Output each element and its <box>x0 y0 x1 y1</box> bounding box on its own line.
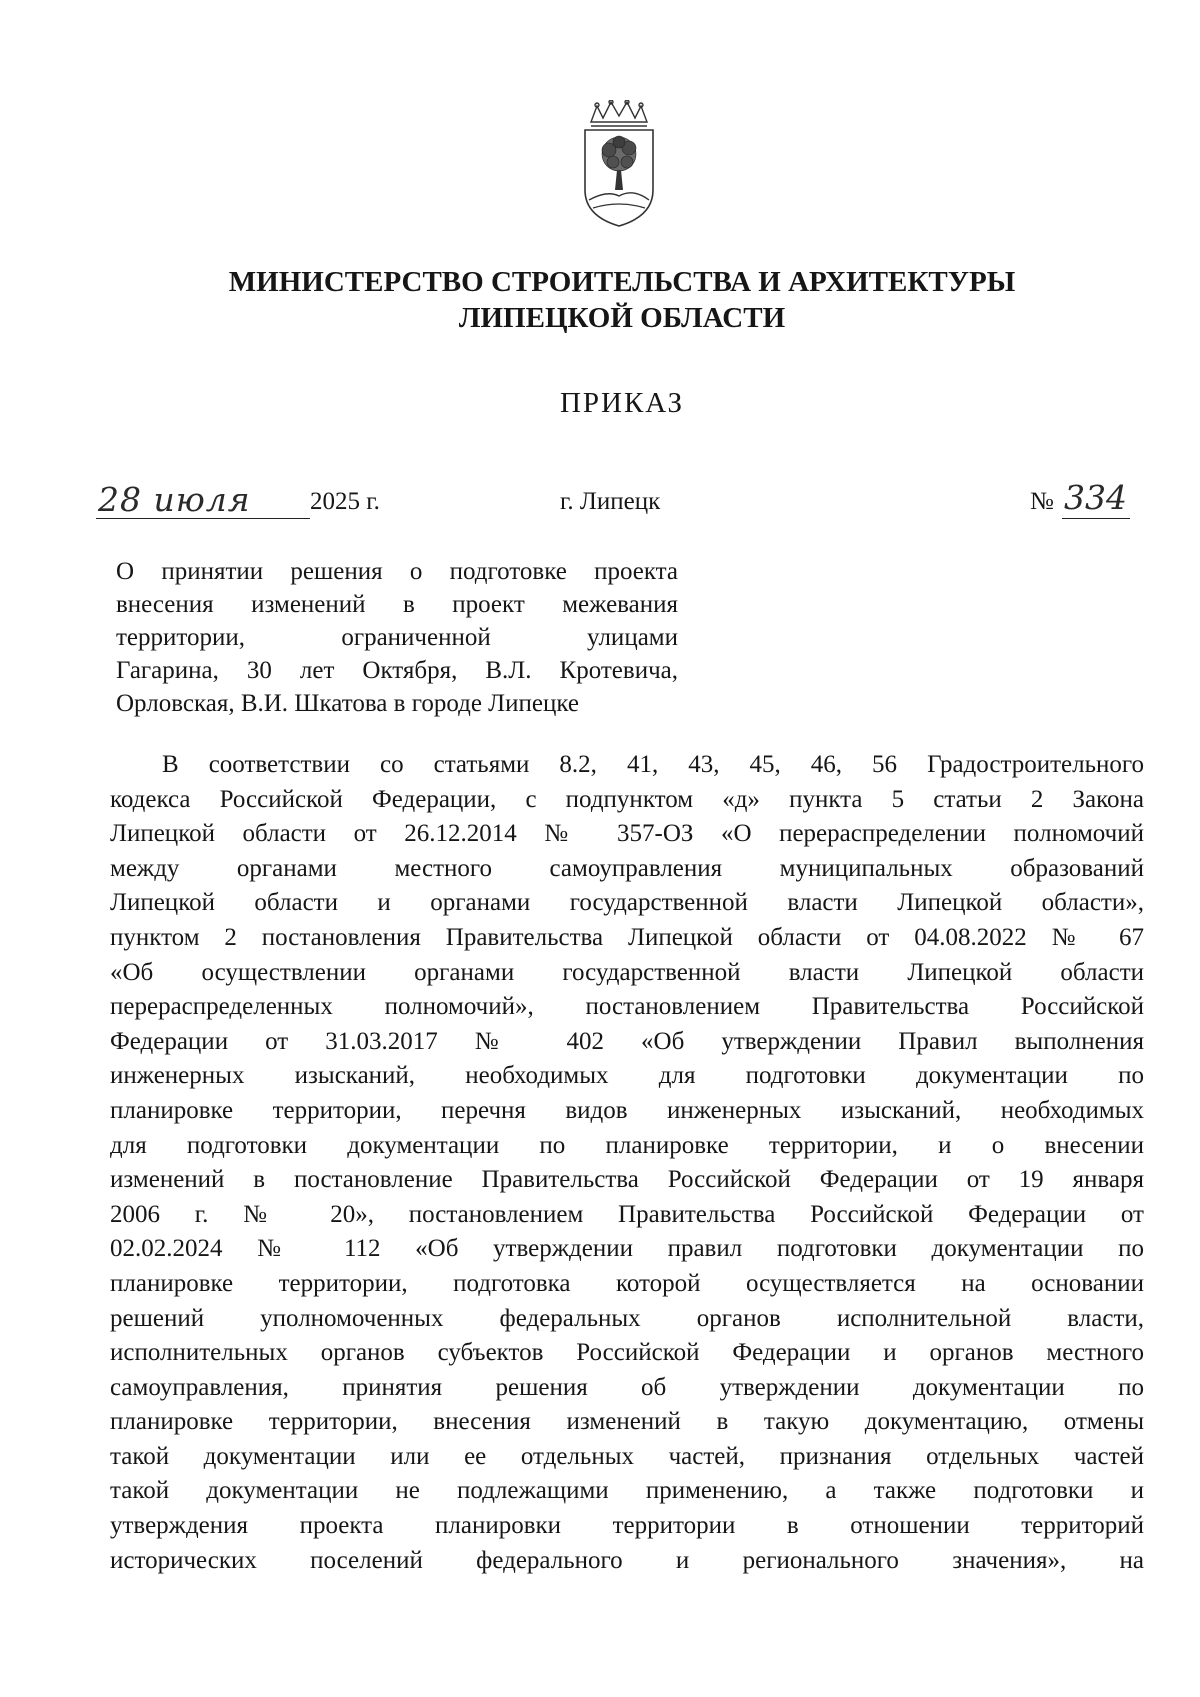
body-line: исполнительных органов субъектов Российской Федерации и органов местного <box>110 1339 1144 1367</box>
subject-line: внесения изменений в проект межевания <box>116 591 678 618</box>
body-line: для подготовки документации по планировке территории, и о внесении <box>110 1131 1144 1159</box>
body-line: утверждения проекта планировки территории в отношении территорий <box>110 1512 1144 1540</box>
body-line: планировке территории, внесения изменений в такую документацию, отмены <box>110 1408 1144 1436</box>
subject-line: О принятии решения о подготовке проекта <box>116 558 678 585</box>
body-line: «Об осуществлении органами государственной власти Липецкой области <box>110 958 1144 986</box>
date-year: 2025 г. <box>310 488 380 515</box>
handwritten-number: 334 <box>1064 478 1127 517</box>
handwritten-date: 28 июля <box>98 480 251 519</box>
body-line: 02.02.2024 № 112 «Об утверждении правил подготовки документации по <box>110 1235 1144 1263</box>
body-line: планировке территории, подготовка которой осуществляется на основании <box>110 1269 1144 1297</box>
body-line: кодекса Российской Федерации, с подпунктом «д» пункта 5 статьи 2 Закона <box>110 785 1144 813</box>
body-line: перераспределенных полномочий», постановлением Правительства Российской <box>110 993 1144 1021</box>
body-line: исторических поселений федерального и регионального значения», на <box>110 1546 1144 1574</box>
body-line: В соответствии со статьями 8.2, 41, 43, 45, 46, 56 Градостроительного <box>162 751 1144 778</box>
body-line: Федерации от 31.03.2017 № 402 «Об утверждении Правил выполнения <box>110 1027 1144 1055</box>
body-line: решений уполномоченных федеральных органов исполнительной власти, <box>110 1304 1144 1332</box>
ministry-name <box>0 264 1200 336</box>
order-body <box>110 748 1144 1578</box>
subject-line: Орловская, В.И. Шкатова в городе Липецке <box>116 690 579 717</box>
subject-line: территории, ограниченной улицами <box>116 624 678 651</box>
body-line: такой документации или ее отдельных частей, признания отдельных частей <box>110 1442 1144 1470</box>
body-line: самоуправления, принятия решения об утверждении документации по <box>110 1373 1144 1401</box>
lipetsk-coat-of-arms-icon <box>577 100 661 230</box>
body-line: инженерных изысканий, необходимых для подготовки документации по <box>110 1062 1144 1090</box>
order-subject <box>116 555 678 720</box>
ministry-name-line1: МИНИСТЕРСТВО СТРОИТЕЛЬСТВА И АРХИТЕКТУРЫ <box>228 266 1016 298</box>
number-underline <box>1062 518 1130 519</box>
subject-line: Гагарина, 30 лет Октября, В.Л. Кротевича, <box>116 657 678 684</box>
body-line: пунктом 2 постановления Правительства Липецкой области от 04.08.2022 № 67 <box>110 923 1144 951</box>
date-number-line <box>0 478 1200 532</box>
ministry-name-line2: ЛИПЕЦКОЙ ОБЛАСТИ <box>458 302 786 334</box>
body-line: такой документации не подлежащими применению, а также подготовки и <box>110 1477 1144 1505</box>
body-line: 2006 г. № 20», постановлением Правительства Российской Федерации от <box>110 1200 1144 1228</box>
body-line: Липецкой области от 26.12.2014 № 357-ОЗ «О перераспределении полномочий <box>110 820 1144 848</box>
body-line: между органами местного самоуправления муниципальных образований <box>110 854 1144 882</box>
body-line: Липецкой области и органами государственной власти Липецкой области», <box>110 889 1144 917</box>
document-type: ПРИКАЗ <box>559 387 685 419</box>
body-line: планировке территории, перечня видов инженерных изысканий, необходимых <box>110 1096 1144 1124</box>
body-line: изменений в постановление Правительства Российской Федерации от 19 января <box>110 1166 1144 1194</box>
date-underline <box>96 518 310 519</box>
city: г. Липецк <box>560 488 661 515</box>
number-sign: № <box>1030 488 1054 515</box>
